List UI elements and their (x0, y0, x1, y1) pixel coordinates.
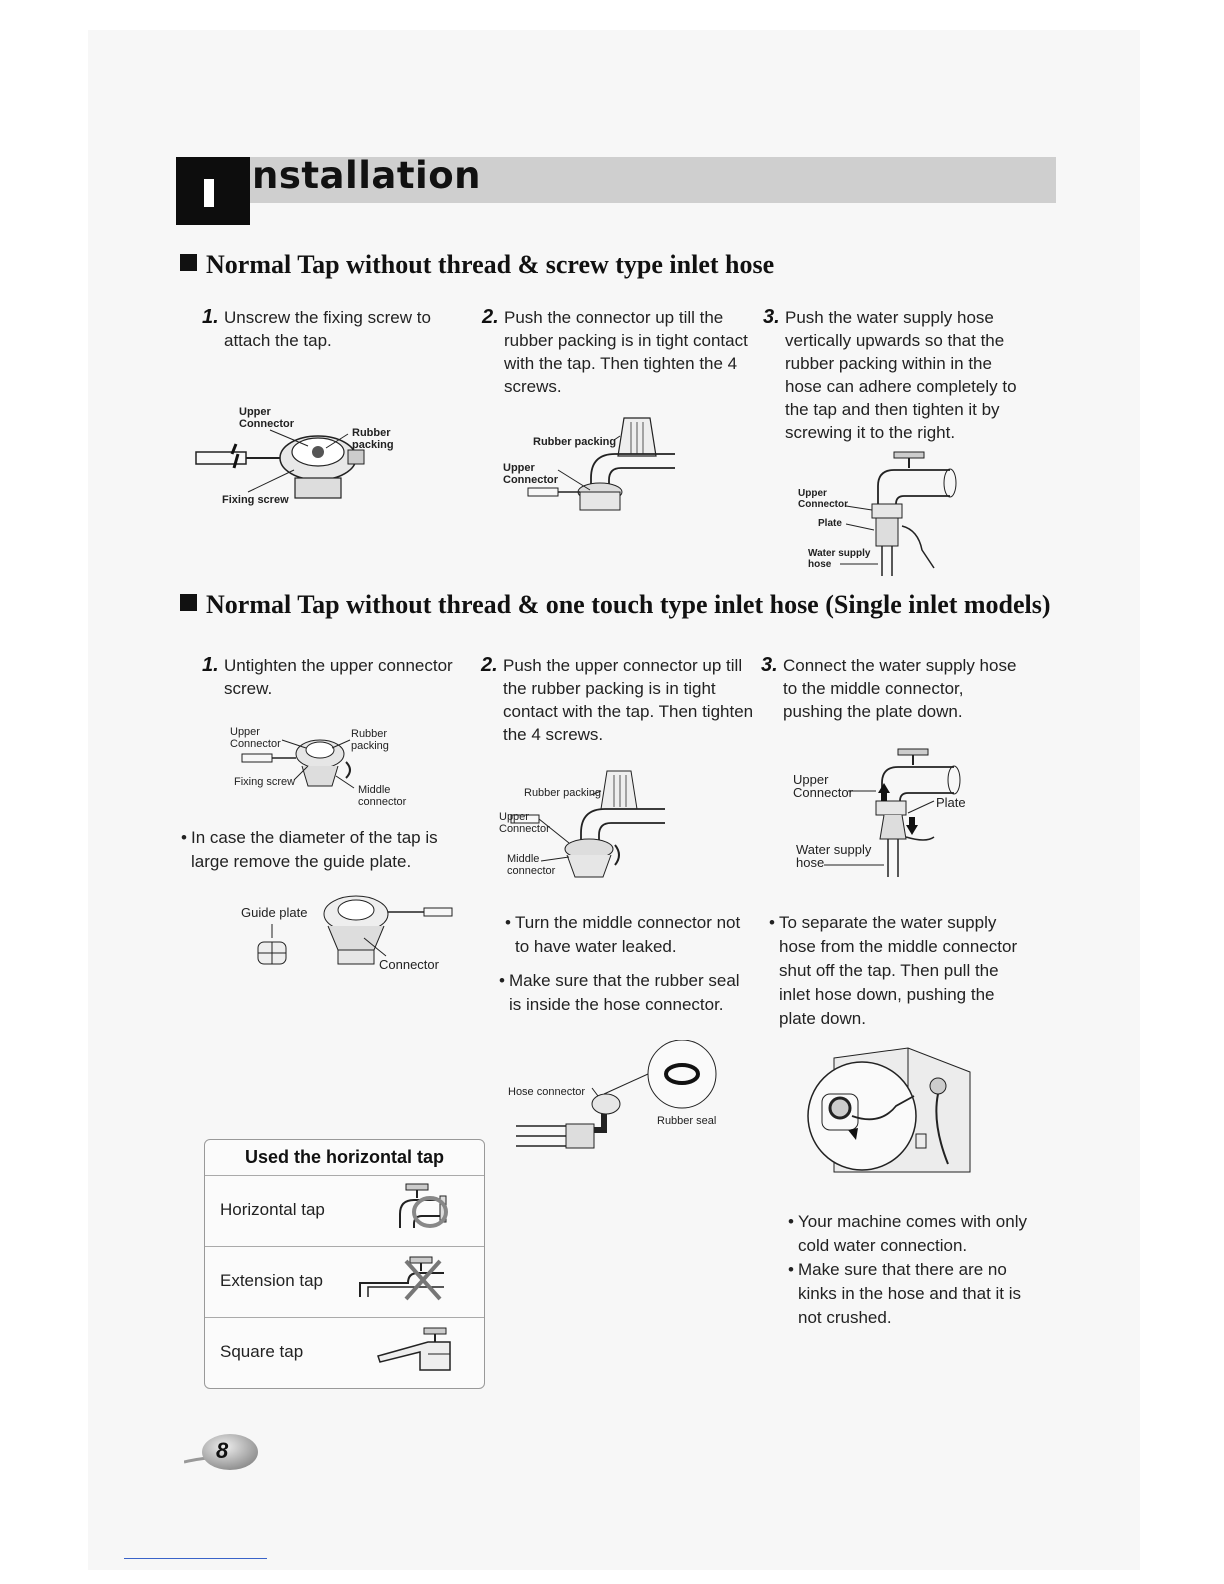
s2-step-1: 1. Untighten the upper connector screw. (202, 654, 453, 698)
label-fixing-screw: Fixing screw (222, 494, 289, 506)
label-plate: Plate (818, 518, 842, 529)
label-upper-connector-2: Upper Connector (503, 462, 558, 486)
s1-fig-tap-connector (500, 410, 700, 520)
note-large-tap: • In case the diameter of the tap is large remove the guide plate. (181, 828, 438, 871)
page-title: nstallation (252, 154, 481, 197)
fig-guide-plate (238, 890, 458, 980)
s2-step-2: 2. Push the upper connector up till the rubber packing is in tight contact with the tap. Then tighten the 4 screws. (481, 654, 754, 744)
s1-fig-connector (190, 400, 420, 510)
label-rubber-packing: Rubber packing (352, 427, 394, 451)
label-rubber-packing-4: Rubber packing (351, 728, 389, 752)
square-tap-icon (366, 1324, 456, 1382)
section-heading-screw-type: Normal Tap without thread & screw type inlet hose (180, 250, 774, 280)
table-row-label: Extension tap (220, 1271, 324, 1290)
label-rubber-seal: Rubber seal (657, 1115, 717, 1127)
extension-tap-icon (336, 1253, 456, 1311)
s2-step-3: 3. Connect the water supply hose to the middle connector, pushing the plate down. (761, 654, 1017, 721)
tap-type-table (204, 1139, 485, 1389)
table-row-label: Square tap (220, 1342, 304, 1361)
note-rubber-seal: • Make sure that the rubber seal is inside the hose connector. (499, 971, 740, 1014)
note-cold-water: • Your machine comes with only cold water connection. (788, 1212, 1027, 1255)
s1-fig-hose-attach (790, 448, 970, 578)
label-connector: Connector (379, 957, 439, 972)
note-no-kinks: • Make sure that there are no kinks in the hose and that it is not crushed. (788, 1260, 1022, 1327)
label-middle-connector-2: Middle connector (507, 853, 556, 877)
title-initial-block (176, 157, 250, 225)
note-separate-hose: • To separate the water supply hose from the middle connector shut off the tap. Then pull the inlet hose down, pushing the plate down. (769, 913, 1018, 1028)
table-row-horizontal (205, 1176, 484, 1247)
fig-machine-rear (806, 1044, 976, 1174)
table-row-label: Horizontal tap (220, 1200, 325, 1219)
label-guide-plate: Guide plate (241, 905, 308, 920)
note-turn-middle-connector: • Turn the middle connector not to have water leaked. (505, 913, 741, 956)
label-upper-connector: Upper Connector (239, 406, 294, 430)
label-rubber-packing-5: Rubber packing (524, 787, 602, 799)
s1-step-3: 3. Push the water supply hose vertically upwards so that the rubber packing within in the hose can adhere completely to the tap and then tighten it by screwing it to the right. (763, 306, 1017, 442)
s2-fig-tap-connector (497, 765, 677, 885)
label-middle-connector: Middle connector (358, 784, 407, 808)
label-upper-connector-6: Upper Connector (793, 772, 853, 800)
horizontal-tap-icon (386, 1182, 456, 1240)
s2-fig-hose-attach (790, 745, 970, 880)
label-rubber-packing-2: Rubber packing (533, 436, 617, 448)
page-number-badge (184, 1432, 260, 1472)
label-upper-connector-5: Upper Connector (499, 811, 550, 835)
fig-hose-connector-seal (506, 1040, 726, 1160)
s1-step-1: 1. Unscrew the fixing screw to attach the tap. (202, 306, 431, 350)
label-water-supply-hose: Water supply hose (808, 548, 871, 570)
label-water-supply-hose-2: Water supply hose (796, 842, 872, 870)
label-upper-connector-4: Upper Connector (230, 726, 281, 750)
s2-fig-connector (228, 722, 418, 812)
page-number: 8 (216, 1438, 229, 1463)
footer-link-rule (124, 1558, 267, 1559)
s1-step-2: 2. Push the connector up till the rubber packing is in tight contact with the tap. Then tighten the 4 screws. (482, 306, 748, 396)
table-row-square (205, 1318, 484, 1388)
table-row-extension (205, 1247, 484, 1318)
label-plate-2: Plate (936, 795, 966, 810)
label-hose-connector: Hose connector (508, 1086, 586, 1098)
table-title: Used the horizontal tap (205, 1140, 484, 1176)
section-heading-one-touch: Normal Tap without thread & one touch type inlet hose (Single inlet models) (180, 590, 1051, 620)
label-upper-connector-3: Upper Connector (798, 488, 848, 510)
label-fixing-screw-2: Fixing screw (234, 776, 296, 788)
